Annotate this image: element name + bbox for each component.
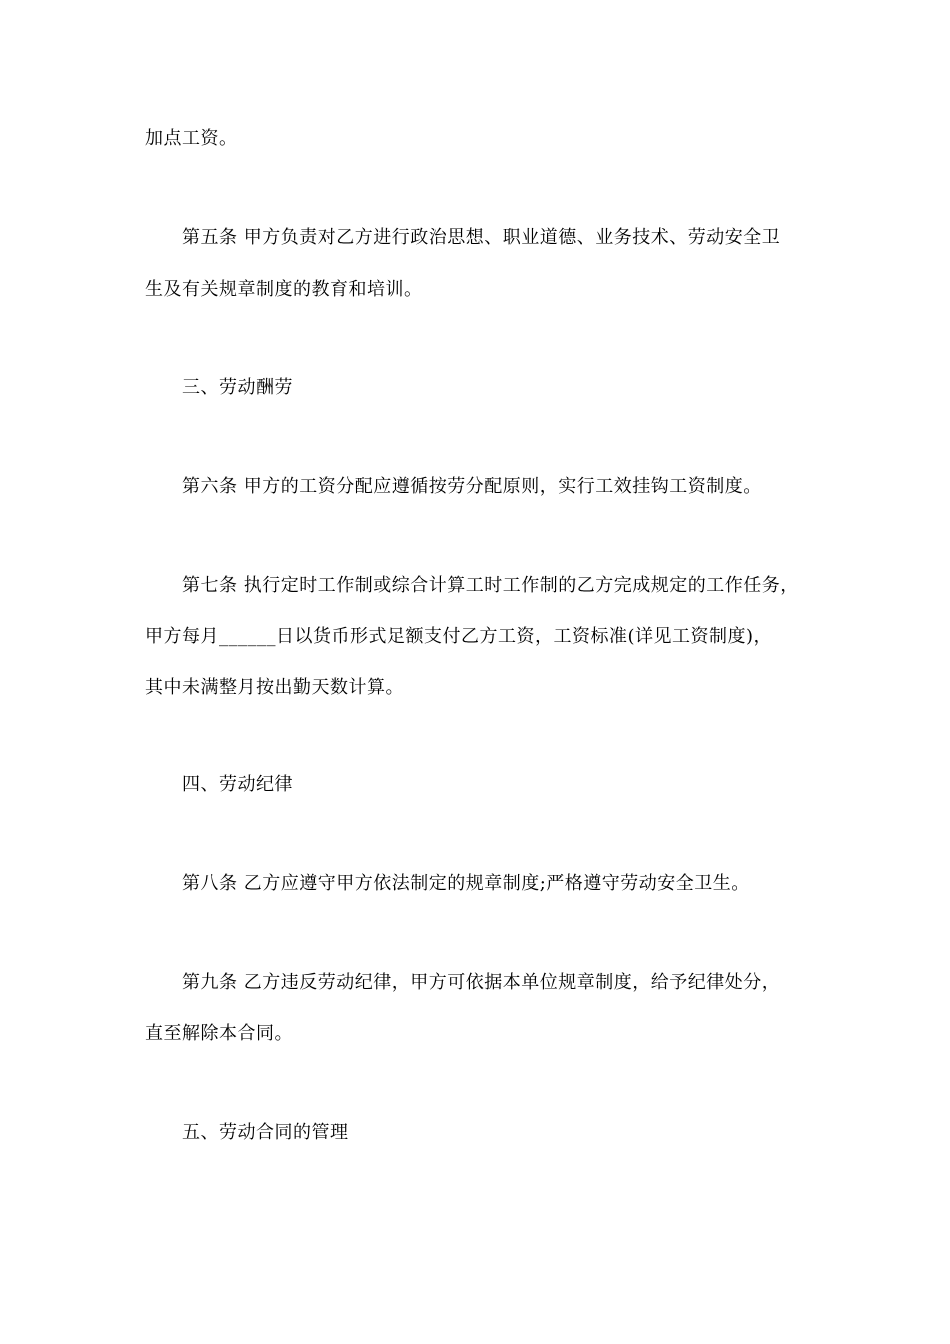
article-9-line-2: 直至解除本合同。: [145, 1023, 293, 1044]
article-5-line-1: 第五条 甲方负责对乙方进行政治思想、职业道德、业务技术、劳动安全卫: [182, 227, 781, 248]
article-9-line-1: 第九条 乙方违反劳动纪律，甲方可依据本单位规章制度，给予纪律处分，: [182, 972, 781, 993]
article-8-line-1: 第八条 乙方应遵守甲方依法制定的规章制度;严格遵守劳动安全卫生。: [182, 873, 750, 894]
section-heading-contract-management: 五、劳动合同的管理: [182, 1122, 349, 1143]
paragraph-continuation-line: 加点工资。: [145, 128, 238, 149]
section-heading-discipline: 四、劳动纪律: [182, 774, 293, 795]
article-6-line-1: 第六条 甲方的工资分配应遵循按劳分配原则，实行工效挂钩工资制度。: [182, 476, 762, 497]
article-7-line-3: 其中未满整月按出勤天数计算。: [145, 677, 404, 698]
article-7-line-2: 甲方每月______日以货币形式足额支付乙方工资，工资标准(详见工资制度)，: [145, 626, 773, 647]
article-7-line-1: 第七条 执行定时工作制或综合计算工时工作制的乙方完成规定的工作任务，: [182, 575, 799, 596]
article-5-line-2: 生及有关规章制度的教育和培训。: [145, 279, 423, 300]
section-heading-remuneration: 三、劳动酬劳: [182, 377, 293, 398]
